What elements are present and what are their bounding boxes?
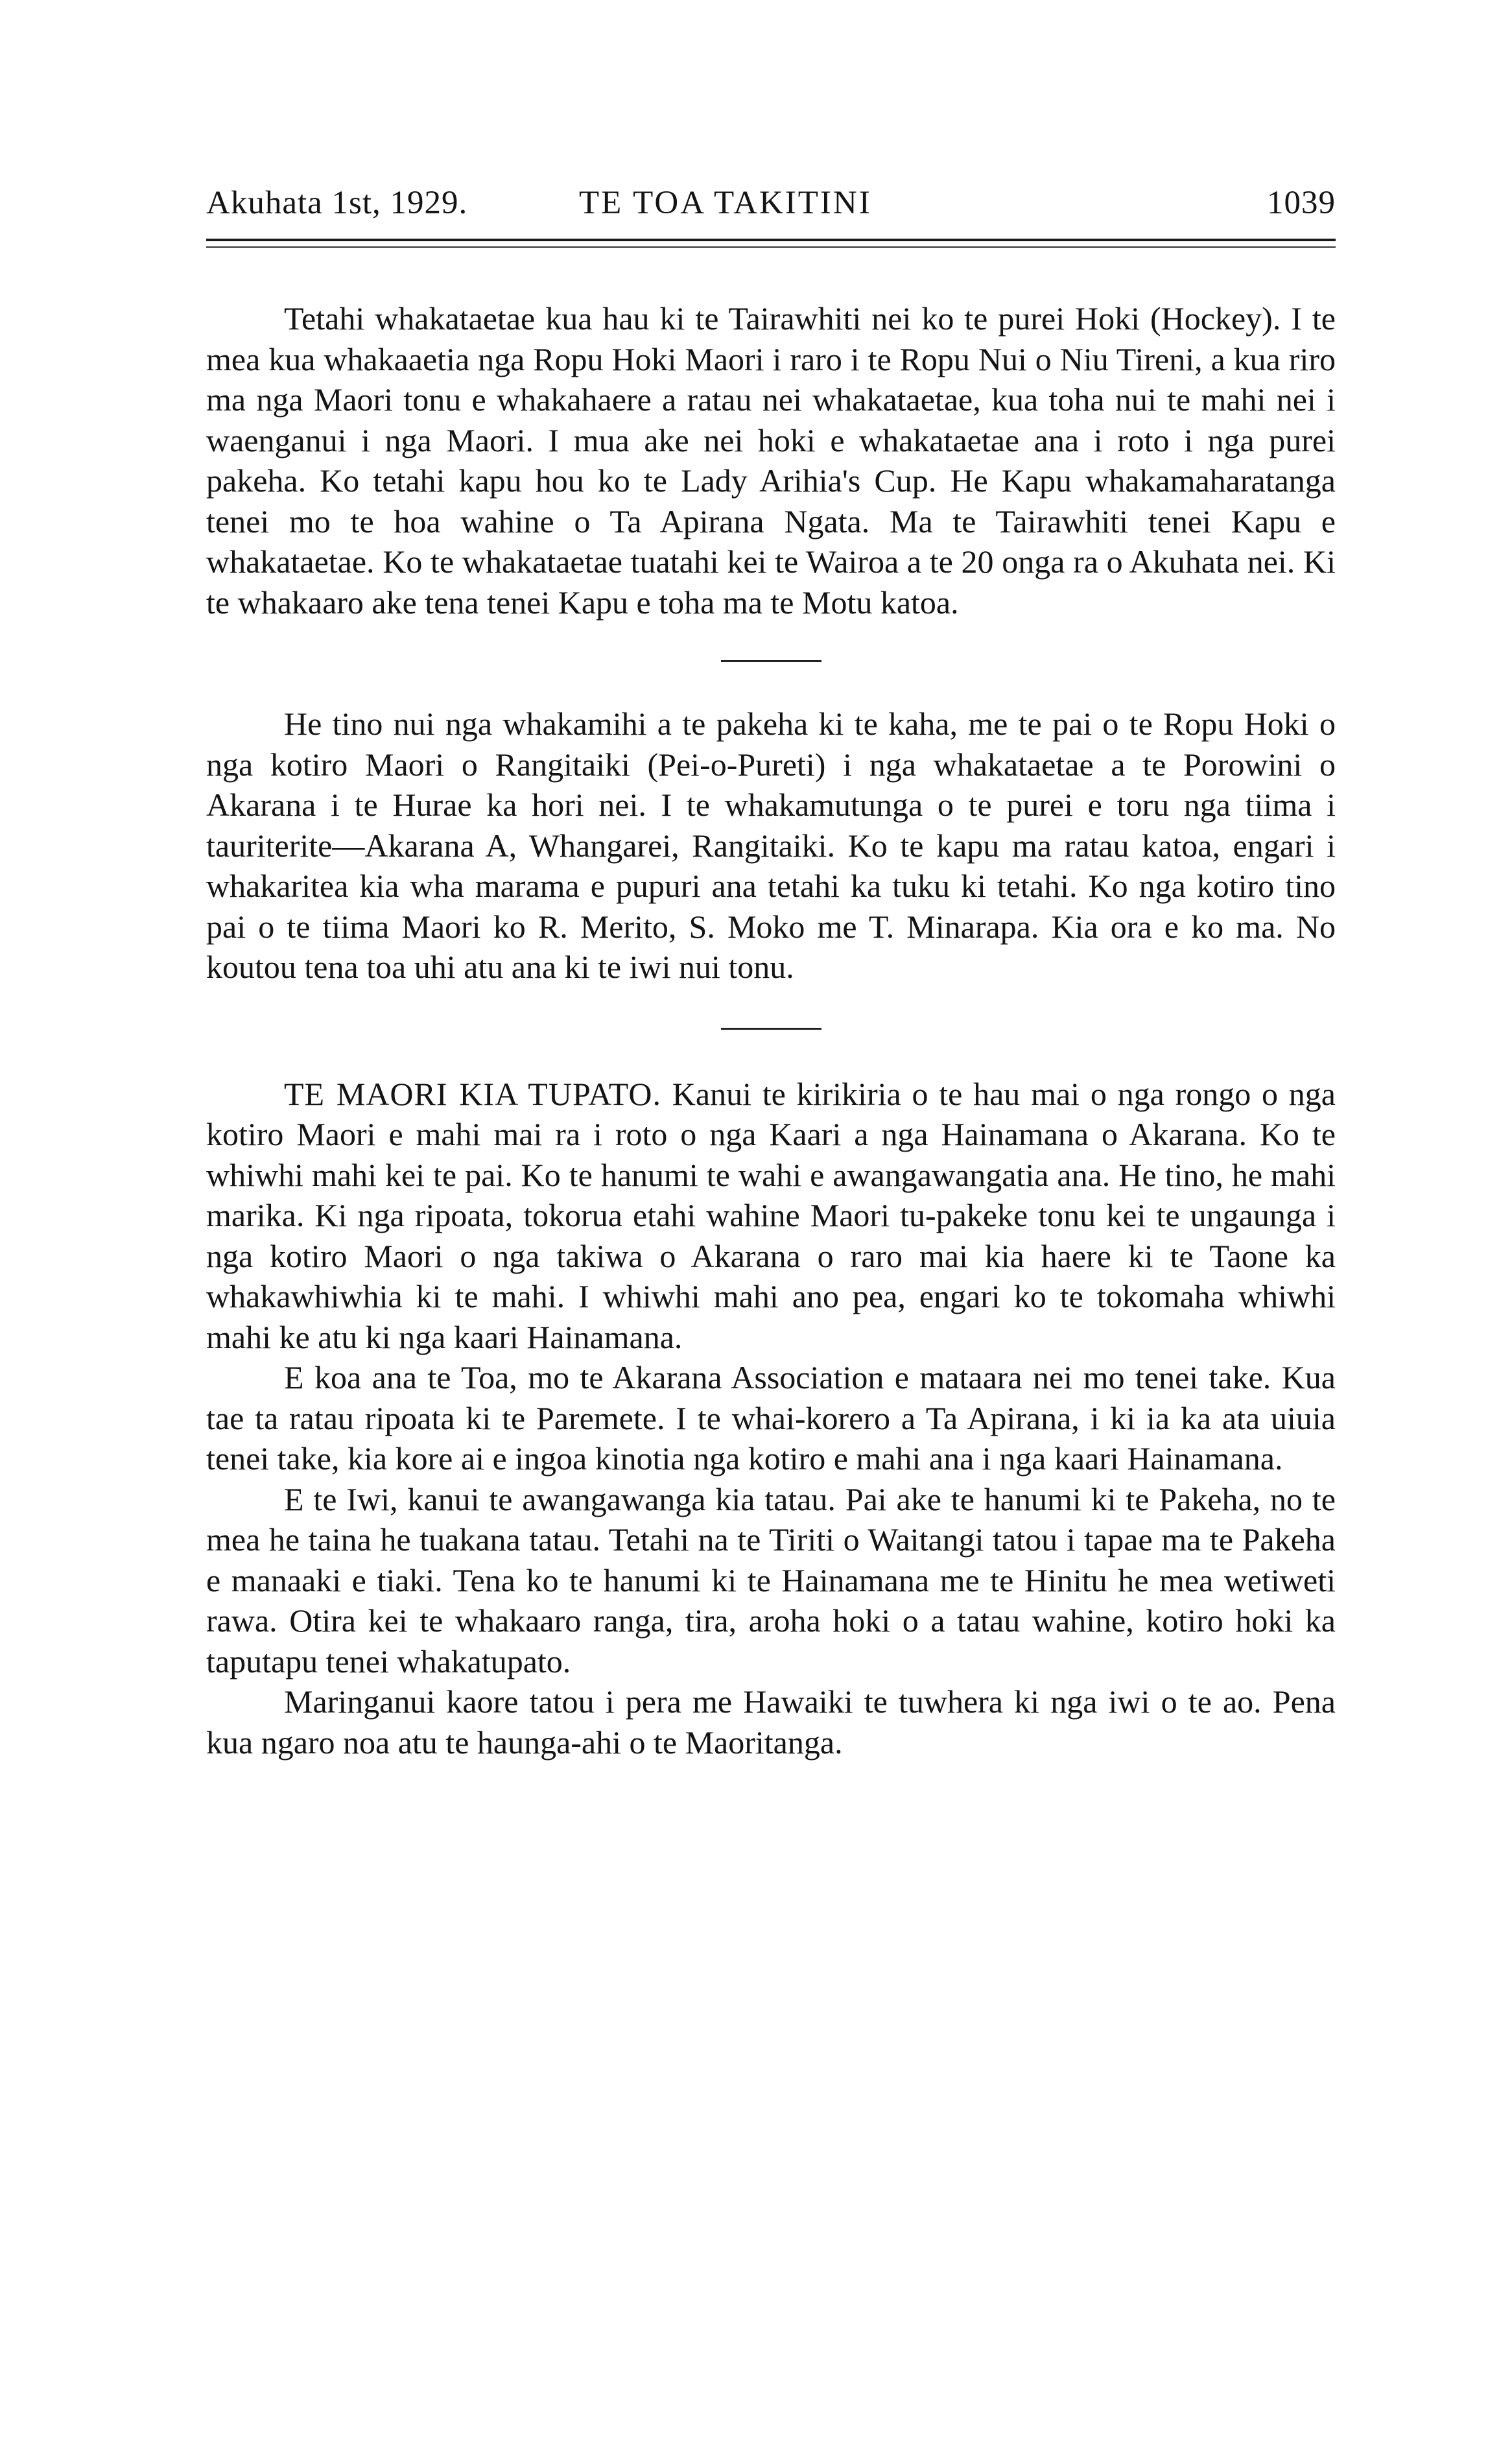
paragraph [206,1074,1336,1358]
paragraph-text: Kanui te kirikiria o te hau mai o nga rongo o nga kotiro Maori e mahi mai ra i roto o nga Kaari a nga Hainamana o Akarana. Ko te whiwhi mahi kei te pai. Ko te hanumi te wahi e awangawangatia ana. He tino, he mahi marika. Ki nga ripoata, tokorua etahi wahine Maori tu-pakeke tonu kei te ungaunga i nga kotiro Maori o nga takiwa o Akarana o raro mai kia haere ki te Taone ka whakawhiwhia ki te mahi. I whiwhi mahi ano pea, engari ko te tokomaha whiwhi mahi ke atu ki nga kaari Hainamana. [206,1075,1336,1355]
publication-title: TE TOA TAKITINI [579,185,872,221]
article-body [206,298,1336,1762]
article-heading: TE MAORI KIA TUPATO. [284,1075,661,1112]
paragraph: E koa ana te Toa, mo te Akarana Association e mataara nei mo tenei take. Kua tae ta ratau ripoata ki te Paremete. I te whai-korero a Ta Apirana, i ki ia ka ata uiuia tenei take, kia kore ai e ingoa kinotia nga kotiro e mahi ana i nga kaari Hainamana. [206,1359,1336,1477]
header-rule-thin [206,246,1336,248]
paragraph: He tino nui nga whakamihi a te pakeha ki te kaha, me te pai o te Ropu Hoki o nga kotiro Maori o Rangitaiki (Pei-o-Pureti) i nga whakataetae a te Porowini o Akarana i te Hurae ka hori nei. I te whakamutunga o te purei e toru nga tiima i tauriterite—Akarana A, Whangarei, Rangitaiki. Ko te kapu ma ratau katoa, engari i whakaritea kia wha marama e pupuri ana tetahi ka tuku ki tetahi. Ko nga kotiro tino pai o te tiima Maori ko R. Merito, S. Moko me T. Minarapa. Kia ora e ko ma. No koutou tena toa uhi atu ana ki te iwi nui tonu. [206,706,1336,985]
page-number: 1039 [1267,185,1336,221]
article-rangitaiki-hockey [206,704,1336,988]
article-hockey [206,298,1336,623]
header-rule [206,239,1336,241]
article-te-maori-kia-tupato [206,1074,1336,1763]
paragraph: Maringanui kaore tatou i pera me Hawaiki te tuwhera ki nga iwi o te ao. Pena kua ngaro noa atu te haunga-ahi o te Maoritanga. [206,1683,1336,1761]
section-divider [721,660,821,662]
paragraph: Tetahi whakataetae kua hau ki te Tairawhiti nei ko te purei Hoki (Hockey). I te mea kua whakaaetia nga Ropu Hoki Maori i raro i te Ropu Nui o Niu Tireni, a kua riro ma nga Maori tonu e whakahaere a ratau nei whakataetae, kua toha nui te mahi nei i waenganui i nga Maori. I mua ake nei hoki e whakataetae ana i roto i nga purei pakeha. Ko tetahi kapu hou ko te Lady Arihia's Cup. He Kapu whakamaharatanga tenei mo te hoa wahine o Ta Apirana Ngata. Ma te Tairawhiti tenei Kapu e whakataetae. Ko te whakataetae tuatahi kei te Wairoa a te 20 onga ra o Akuhata nei. Ki te whakaaro ake tena tenei Kapu e toha ma te Motu katoa. [206,300,1336,621]
paragraph: E te Iwi, kanui te awangawanga kia tatau. Pai ake te hanumi ki te Pakeha, no te mea he taina he tuakana tatau. Tetahi na te Tiriti o Waitangi tatou i tapae ma te Pakeha e manaaki e tiaki. Tena ko te hanumi ki te Hainamana me te Hinitu he mea wetiweti rawa. Otira kei te whakaaro ranga, tira, aroha hoki o a tatau wahine, kotiro hoki ka taputapu tenei whakatupato. [206,1480,1336,1679]
section-divider [721,1028,821,1030]
issue-date: Akuhata 1st, 1929. [206,185,468,221]
running-header [206,184,1336,230]
